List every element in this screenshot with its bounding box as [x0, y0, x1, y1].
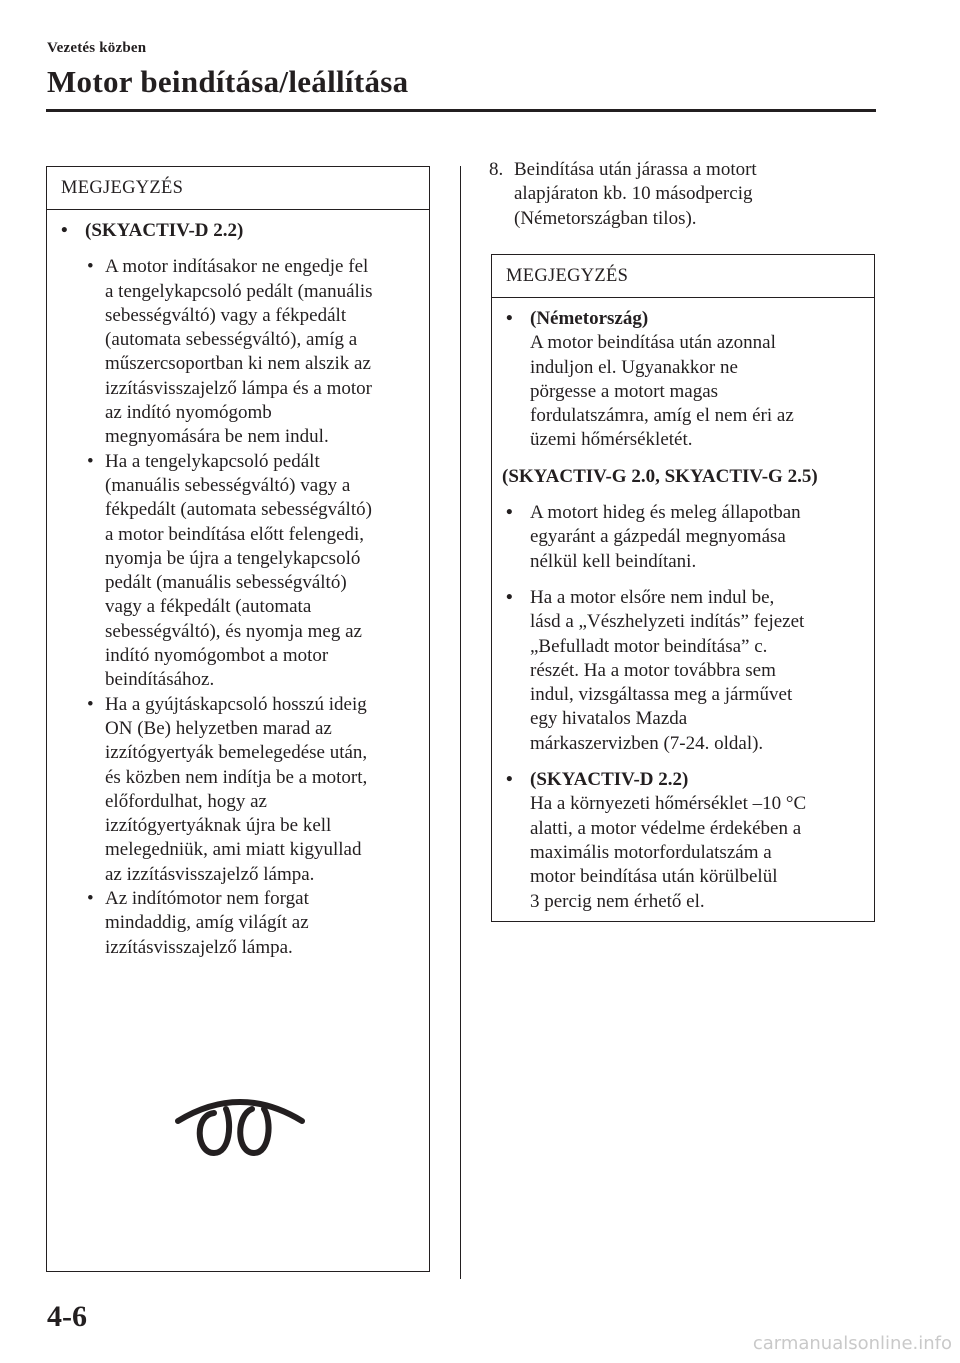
text-line: maximális motorfordulatszám a	[530, 841, 772, 863]
sub-list-item	[85, 693, 419, 887]
text-line: megnyomására be nem indul.	[105, 426, 329, 448]
text-line: izzításvisszajelző lámpa.	[105, 936, 293, 958]
text-line: induljon el. Ugyanakkor ne	[530, 356, 738, 378]
text-line: mindaddig, amíg világít az	[105, 912, 309, 934]
text-line: Ha a környezeti hőmérséklet –10 °C	[530, 793, 807, 815]
note-item-germany	[506, 307, 864, 453]
column-divider	[460, 166, 461, 1279]
text-line: nélkül kell beindítani.	[530, 550, 697, 572]
text-line: fékpedált (automata sebességváltó)	[105, 499, 372, 521]
gasoline-items	[506, 501, 864, 756]
page-title: Motor beindítása/leállítása	[47, 64, 409, 99]
text-line: fordulatszámra, amíg el nem éri az	[530, 405, 794, 427]
text-line: a motor beindítása előtt felengedi,	[105, 523, 365, 545]
text-line: motor beindítása után körülbelül	[530, 866, 778, 888]
text-line: sebességváltó), és nyomja meg az	[105, 620, 362, 642]
text-line: az izzításvisszajelző lámpa.	[105, 863, 315, 885]
text-line: pörgesse a motort magas	[530, 380, 719, 402]
sub-list-item	[85, 887, 419, 960]
watermark: carmanualsonline.info	[752, 1333, 952, 1354]
text-line: alapjáraton kb. 10 másodpercig	[514, 183, 753, 205]
text-line: üzemi hőmérsékletét.	[530, 429, 693, 451]
text-line: melegedniük, ami miatt kigyullad	[105, 839, 362, 861]
step-text	[489, 158, 869, 231]
text-line: alatti, a motor védelme érdekében a	[530, 817, 802, 839]
text-line: izzítógyertyák bemelegedése után,	[105, 742, 368, 764]
sub-bullet-icon: •	[87, 450, 94, 472]
text-line: a tengelykapcsoló pedált (manuális	[105, 280, 373, 302]
bullet-icon: •	[506, 308, 513, 329]
sub-list	[85, 255, 419, 960]
text-line: Ha a motor elsőre nem indul be,	[530, 586, 775, 608]
text-line: A motor indításakor ne engedje fel	[105, 256, 369, 278]
note-heading: MEGJEGYZÉS	[47, 167, 429, 210]
text-line: lásd a „Vészhelyzeti indítás” fejezet	[530, 611, 805, 633]
text-line: „Befulladt motor beindítása” c.	[530, 635, 768, 657]
text-line: beindításához.	[105, 669, 215, 691]
text-line: sebességváltó) vagy a fékpedált	[105, 304, 347, 326]
text-line: Az indítómotor nem forgat	[105, 888, 309, 910]
text-line: (automata sebességváltó), amíg a	[105, 329, 358, 351]
bullet-icon: •	[506, 502, 513, 524]
text-line: indító nyomógombot a motor	[105, 645, 329, 667]
note-heading: MEGJEGYZÉS	[492, 255, 874, 298]
text-line: Beindítása után járassa a motort	[514, 159, 757, 180]
right-note-box	[491, 254, 875, 922]
note-item-text	[530, 792, 864, 913]
sub-list-item	[85, 450, 419, 693]
bullet-icon: •	[61, 220, 68, 241]
text-line: (manuális sebességváltó) vagy a	[105, 474, 351, 496]
text-line: egyaránt a gázpedál megnyomása	[530, 526, 786, 548]
gasoline-item	[506, 501, 864, 574]
text-line: műszercsoportban ki nem alszik az	[105, 353, 371, 375]
section-label: Vezetés közben	[47, 40, 147, 56]
text-line: ON (Be) helyzetben marad az	[105, 717, 332, 739]
note-item-text	[530, 331, 864, 452]
page-number: 4-6	[47, 1300, 87, 1333]
text-line: (Németországban tilos).	[514, 207, 697, 229]
sub-bullet-icon: •	[87, 888, 94, 910]
left-note-box	[46, 166, 430, 1272]
text-line: pedált (manuális sebességváltó)	[105, 572, 347, 594]
text-line: előfordulhat, hogy az	[105, 790, 267, 812]
text-line: márkaszervizben (7-24. oldal).	[530, 732, 764, 754]
text-line: izzítógyertyáknak újra be kell	[105, 815, 332, 837]
text-line: Ha a gyújtáskapcsoló hosszú ideig	[105, 693, 367, 715]
text-line: Ha a tengelykapcsoló pedált	[105, 450, 320, 472]
bullet-icon: •	[506, 586, 513, 608]
note-item-diesel	[506, 768, 864, 914]
text-line: 3 percig nem érhető el.	[530, 890, 705, 912]
step-number: 8.	[489, 159, 504, 180]
sub-bullet-icon: •	[87, 693, 94, 715]
gasoline-engine-label: (SKYACTIV-G 2.0, SKYACTIV-G 2.5)	[502, 465, 818, 487]
text-line: egy hivatalos Mazda	[530, 708, 688, 730]
text-line: vagy a fékpedált (automata	[105, 596, 312, 618]
text-line: részét. Ha a motor továbbra sem	[530, 659, 776, 681]
sub-bullet-icon: •	[87, 256, 94, 278]
step-8	[489, 158, 869, 231]
text-line: az indító nyomógomb	[105, 402, 272, 424]
bullet-icon: •	[506, 769, 513, 791]
note-item-title: (SKYACTIV-D 2.2)	[530, 769, 689, 791]
text-line: nyomja be újra a tengelykapcsoló	[105, 547, 361, 569]
gasoline-item	[506, 586, 864, 756]
title-rule	[46, 109, 876, 112]
text-line: izzításvisszajelző lámpa és a motor	[105, 377, 372, 399]
text-line: és közben nem indítja be a motort,	[105, 766, 368, 788]
text-line: A motort hideg és meleg állapotban	[530, 502, 801, 524]
glow-plug-indicator-icon	[174, 1093, 306, 1159]
text-line: indul, vizsgáltassa meg a járművet	[530, 684, 793, 706]
note-item-title: (Németország)	[530, 308, 649, 329]
sub-list-item	[85, 255, 419, 449]
note-item-skyactiv-d	[61, 219, 419, 960]
text-line: A motor beindítása után azonnal	[530, 332, 776, 354]
note-item-title: (SKYACTIV-D 2.2)	[85, 220, 244, 241]
